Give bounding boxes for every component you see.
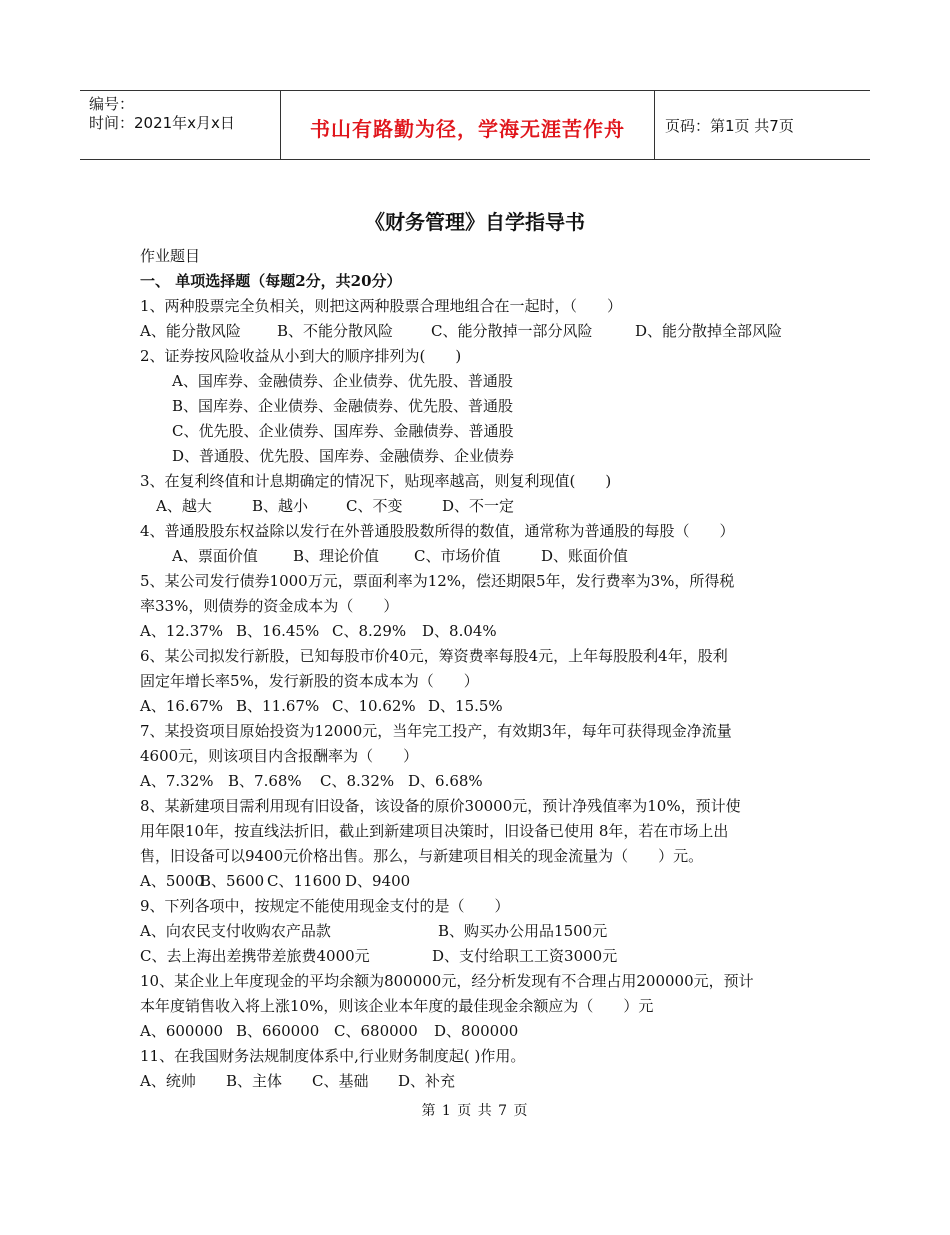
question-5-options <box>140 619 812 644</box>
section-heading: 一、 单项选择题（每题2分，共20分） <box>140 272 402 290</box>
header-motto-cell <box>281 91 655 159</box>
option: B、主体 <box>226 1072 283 1090</box>
option: B、660000 <box>236 1022 320 1040</box>
page-footer: 第 1 页 共 7 页 <box>421 1103 529 1119</box>
question-10-options <box>140 1019 812 1044</box>
option: C、10.62% <box>332 697 416 715</box>
option: C、能分散掉一部分风险 <box>431 322 593 340</box>
time-label: 时间：2021年x月x日 <box>89 114 235 132</box>
question-2-option-d: D、普通股、优先股、国库券、金融债券、企业债券 <box>172 447 515 465</box>
question-9: 9、下列各项中，按规定不能使用现金支付的是（ ） <box>140 897 510 915</box>
option: D、补充 <box>398 1072 456 1090</box>
question-10-line-2: 本年度销售收入将上涨10%，则该企业本年度的最佳现金余额应为（ ）元 <box>140 997 654 1015</box>
question-8-line-3: 售，旧设备可以9400元价格出售。那么，与新建项目相关的现金流量为（ ）元。 <box>140 847 704 865</box>
question-10-line-1: 10、某企业上年度现金的平均余额为800000元，经分析发现有不合理占用200000元，预计 <box>140 972 754 990</box>
option: A、票面价值 <box>172 547 258 565</box>
option: D、能分散掉全部风险 <box>635 322 783 340</box>
question-3-options <box>140 494 812 519</box>
option: D、6.68% <box>408 772 483 790</box>
question-11: 11、在我国财务法规制度体系中,行业财务制度起( )作用。 <box>140 1047 526 1065</box>
option: C、11600 <box>267 872 342 890</box>
question-8-options <box>140 869 812 894</box>
option: B、11.67% <box>236 697 320 715</box>
option: A、12.37% <box>140 622 224 640</box>
question-1: 1、两种股票完全负相关，则把这两种股票合理地组合在一起时，（ ） <box>140 297 623 315</box>
question-5-line-2: 率33%，则债券的资金成本为（ ） <box>140 597 399 615</box>
motto: 书山有路勤为径，学海无涯苦作舟 <box>310 117 625 141</box>
question-5-line-1: 5、某公司发行债券1000万元，票面利率为12%，偿还期限5年，发行费率为3%，所得税 <box>140 572 735 590</box>
option: C、去上海出差携带差旅费4000元 <box>140 947 370 965</box>
option: D、不一定 <box>442 497 515 515</box>
question-3: 3、在复利终值和计息期确定的情况下，贴现率越高，则复利现值( ) <box>140 472 612 490</box>
header-meta-cell <box>80 91 281 159</box>
option: B、16.45% <box>236 622 320 640</box>
option: A、统帅 <box>140 1072 196 1090</box>
question-8-line-2: 用年限10年，按直线法折旧，截止到新建项目决策时，旧设备已使用 8年，若在市场上出 <box>140 822 729 840</box>
option: A、越大 <box>156 497 212 515</box>
question-4: 4、普通股股东权益除以发行在外普通股股数所得的数值，通常称为普通股的每股（ ） <box>140 522 735 540</box>
option: B、越小 <box>252 497 309 515</box>
option: D、支付给职工工资3000元 <box>432 947 618 965</box>
option: D、800000 <box>434 1022 519 1040</box>
option: A、16.67% <box>140 697 224 715</box>
document-title: 《财务管理》自学指导书 <box>365 210 585 234</box>
question-11-options <box>140 1069 812 1094</box>
question-2-option-c: C、优先股、企业债券、国库券、金融债券、普通股 <box>172 422 514 440</box>
question-2: 2、证券按风险收益从小到大的顺序排列为( ) <box>140 347 462 365</box>
option: B、5600 <box>200 872 265 890</box>
option: D、9400 <box>345 872 411 890</box>
option: C、基础 <box>312 1072 369 1090</box>
option: A、向农民支付收购农产品款 <box>140 922 331 940</box>
page-info: 页码：第1页 共7页 <box>665 117 794 135</box>
option: B、购买办公用品1500元 <box>438 922 608 940</box>
question-7-line-1: 7、某投资项目原始投资为12000元，当年完工投产，有效期3年，每年可获得现金净流量 <box>140 722 732 740</box>
option: B、理论价值 <box>293 547 380 565</box>
question-6-line-2: 固定年增长率5%，发行新股的资本成本为（ ） <box>140 672 479 690</box>
option: D、账面价值 <box>541 547 629 565</box>
question-1-options <box>140 319 812 344</box>
option: C、680000 <box>334 1022 418 1040</box>
serial-label: 编号： <box>89 95 135 113</box>
question-6-options <box>140 694 812 719</box>
option: A、5000 <box>140 872 205 890</box>
question-7-line-2: 4600元，则该项目内含报酬率为（ ） <box>140 747 419 765</box>
question-8-line-1: 8、某新建项目需利用现有旧设备，该设备的原价30000元，预计净残值率为10%，预计使 <box>140 797 741 815</box>
question-2-option-b: B、国库券、企业债券、金融债券、优先股、普通股 <box>172 397 514 415</box>
option: A、能分散风险 <box>140 322 241 340</box>
option: C、8.32% <box>320 772 395 790</box>
document-body <box>140 244 812 1094</box>
option: C、不变 <box>346 497 403 515</box>
option: B、不能分散风险 <box>277 322 394 340</box>
question-2-option-a: A、国库券、金融债券、企业债券、优先股、普通股 <box>172 372 513 390</box>
option: C、8.29% <box>332 622 407 640</box>
header-page-cell <box>655 91 870 159</box>
question-9-options-row-2 <box>140 944 812 969</box>
option: C、市场价值 <box>414 547 501 565</box>
question-9-options-row-1 <box>140 919 812 944</box>
question-6-line-1: 6、某公司拟发行新股，已知每股市价40元，筹资费率每股4元，上年每股股利4年，股利 <box>140 647 728 665</box>
question-4-options <box>140 544 812 569</box>
option: A、7.32% <box>140 772 214 790</box>
option: B、7.68% <box>228 772 302 790</box>
question-7-options <box>140 769 812 794</box>
header-table <box>80 90 870 160</box>
subtitle: 作业题目 <box>140 247 201 265</box>
option: A、600000 <box>140 1022 224 1040</box>
option: D、15.5% <box>428 697 503 715</box>
option: D、8.04% <box>422 622 497 640</box>
